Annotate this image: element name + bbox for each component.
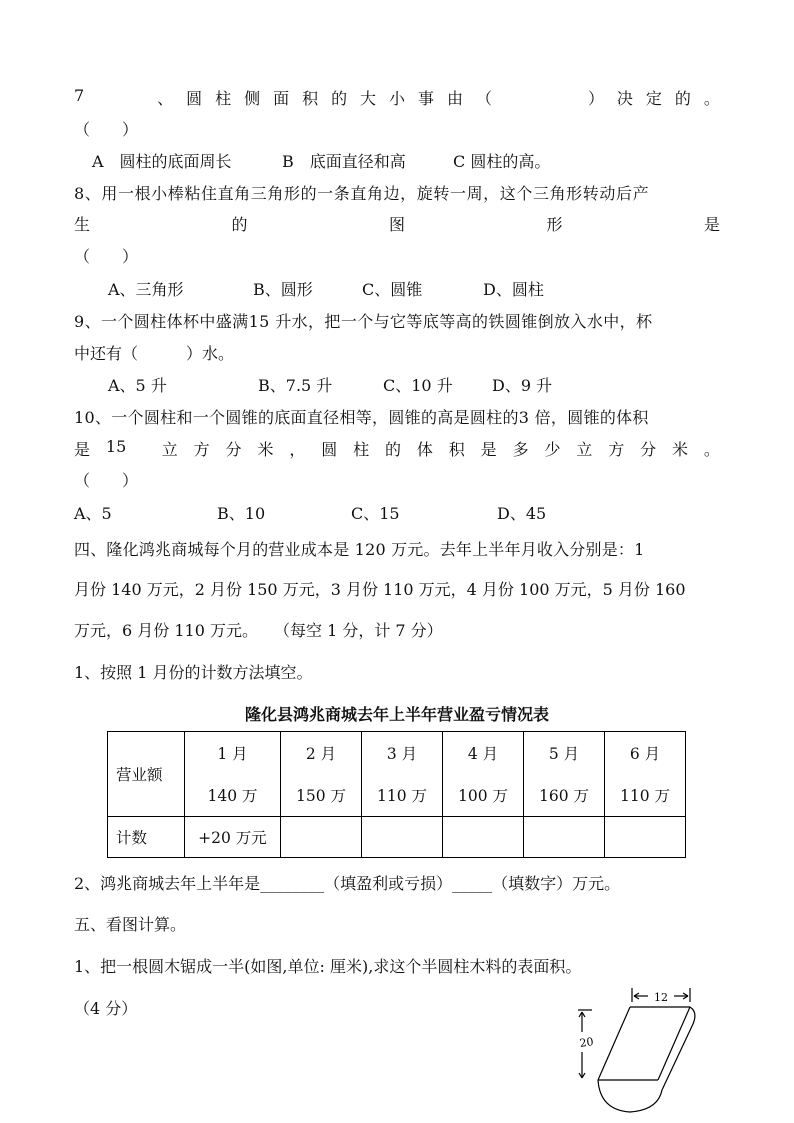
- q10-option-b: B、10: [217, 504, 266, 523]
- half-cylinder-figure: [572, 980, 702, 1123]
- table-cell: 6 月 110 万: [605, 732, 686, 817]
- q9-line1: 9、一个圆柱体杯中盛满15 升水，把一个与它等底等高的铁圆锥倒放入水中，杯: [74, 312, 653, 331]
- table-cell: [362, 817, 443, 858]
- table-cell: 4 月 100 万: [443, 732, 524, 817]
- q10-options: [74, 501, 546, 524]
- curved-back: [662, 1007, 695, 1090]
- q9-option-b: B、7.5 升: [258, 376, 333, 395]
- q9-option-c: C、10 升: [383, 376, 453, 395]
- table-cell: 3 月 110 万: [362, 732, 443, 817]
- q8-options: [108, 277, 544, 300]
- q10-line1: 10、一个圆柱和一个圆锥的底面直径相等，圆锥的高是圆柱的3 倍，圆锥的体积: [74, 408, 649, 427]
- q8-option-a: A、三角形: [108, 280, 184, 299]
- s4-sub2: 2、鸿兆商城去年上半年是________（填盈利或亏损）_____（填数字）万元。: [74, 874, 621, 893]
- q10-option-d: D、45: [497, 504, 547, 523]
- left-edge: [598, 1007, 630, 1080]
- q7-options: [92, 149, 550, 172]
- table-cell: [605, 817, 686, 858]
- q8-line2: 生 的 图 形 是: [74, 215, 720, 234]
- q10-answer-paren: （ ）: [74, 471, 139, 490]
- q9-options: [108, 373, 552, 396]
- table-title: 隆化县鸿兆商城去年上半年营业盈亏情况表: [244, 705, 549, 724]
- q10-line2: 是 15 立 方 分 米 ， 圆 柱 的 体 积 是 多 少 立 方 分 米 。: [74, 437, 720, 459]
- table-cell: [524, 817, 605, 858]
- s5-score: （4 分）: [74, 999, 138, 1018]
- width-label: 12: [654, 991, 668, 1004]
- q9-option-a: A、5 升: [108, 376, 167, 395]
- table-row: [108, 817, 686, 858]
- height-label: 20: [578, 1035, 595, 1050]
- s4-sub1: 1、按照 1 月份的计数方法填空。: [74, 663, 313, 682]
- q9-option-d: D、9 升: [492, 376, 553, 395]
- right-edge: [658, 1007, 690, 1080]
- s5-title: 五、看图计算。: [74, 915, 187, 934]
- q8-option-c: C、圆锥: [362, 280, 423, 299]
- table-row: [108, 732, 686, 817]
- q7-line: 7 、 圆 柱 侧 面 积 的 大 小 事 由 （ ） 决 定 的 。: [74, 86, 720, 108]
- q7-option-a: A 圆柱的底面周长: [92, 152, 232, 171]
- profit-loss-table: [107, 731, 686, 858]
- q8-option-b: B、圆形: [253, 280, 313, 299]
- table-cell: [281, 817, 362, 858]
- table-cell: 2 月 150 万: [281, 732, 362, 817]
- table-cell: [443, 817, 524, 858]
- s4-line2: 月份 140 万元，2 月份 150 万元，3 月份 110 万元，4 月份 100 万元，5 月份 160: [74, 580, 686, 599]
- semicircle-base: [598, 1080, 662, 1112]
- q8-line1: 8、用一根小棒粘住直角三角形的一条直角边，旋转一周，这个三角形转动后产: [74, 184, 650, 203]
- row-header-count: 计数: [108, 817, 185, 858]
- row-header-revenue: 营业额: [108, 732, 185, 817]
- table-cell: 1 月 140 万: [185, 732, 281, 817]
- s4-line1: 四、隆化鸿兆商城每个月的营业成本是 120 万元。去年上半年月收入分别是：1: [74, 540, 645, 559]
- s5-sub1: 1、把一根圆木锯成一半(如图,单位: 厘米),求这个半圆柱木料的表面积。: [74, 957, 582, 976]
- table-cell: +20 万元: [185, 817, 281, 858]
- s4-line3: 万元，6 月份 110 万元。 （每空 1 分，计 7 分）: [74, 621, 443, 640]
- q7-answer-paren: （ ）: [74, 120, 139, 139]
- q9-line2: 中还有（ ）水。: [74, 344, 235, 363]
- q10-option-c: C、15: [351, 504, 400, 523]
- q7-option-b: B 底面直径和高: [282, 152, 406, 171]
- q7-option-c: C 圆柱的高。: [453, 152, 551, 171]
- q8-answer-paren: （ ）: [74, 247, 139, 266]
- q8-option-d: D、圆柱: [483, 280, 544, 299]
- table-cell: 5 月 160 万: [524, 732, 605, 817]
- q10-option-a: A、5: [74, 504, 112, 523]
